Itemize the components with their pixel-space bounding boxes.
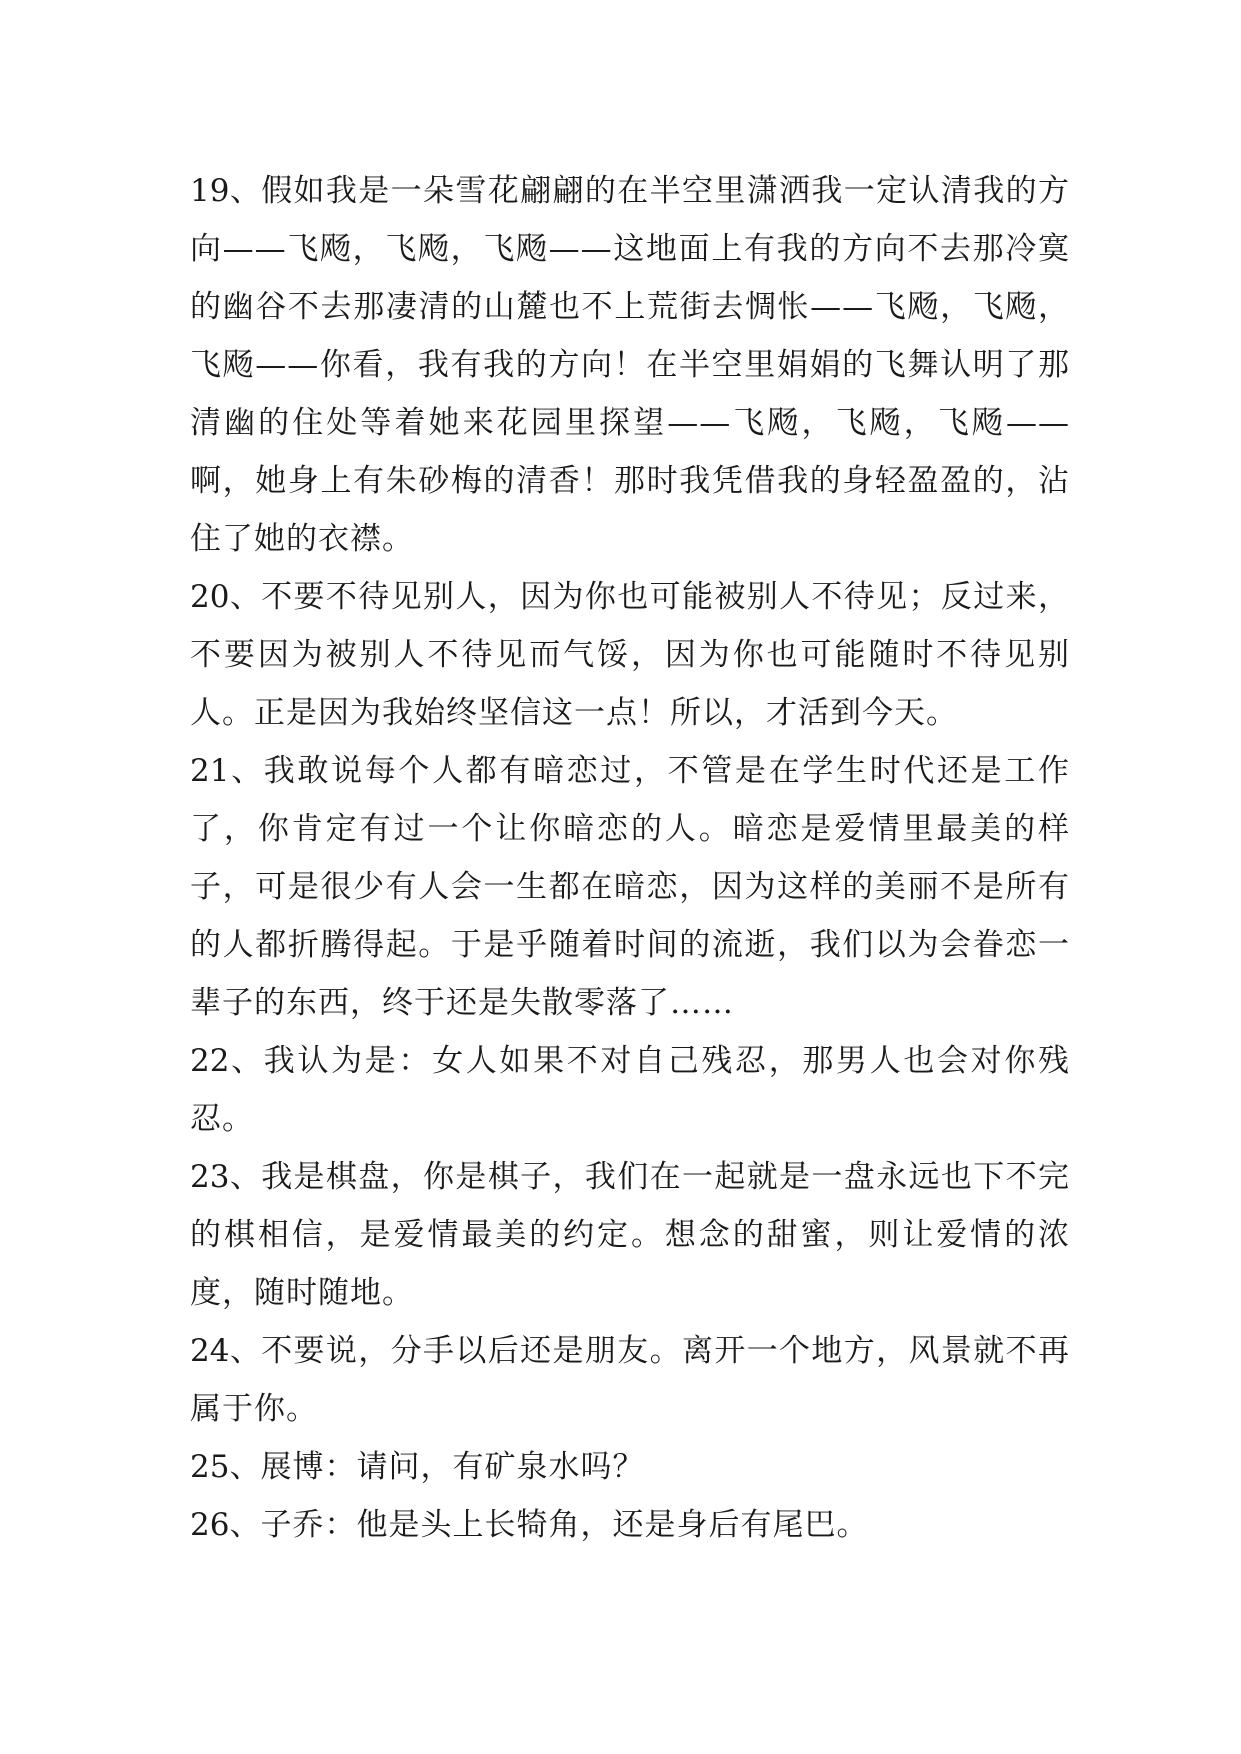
- paragraph-22: [190, 1032, 1070, 1148]
- paragraph-26: [190, 1496, 1070, 1554]
- paragraph-24: [190, 1322, 1070, 1438]
- paragraph-21: [190, 742, 1070, 1032]
- paragraph-text: 我是棋盘，你是棋子，我们在一起就是一盘永远也下不完的棋相信，是爱情最美的约定。想念的甜蜜，则让爱情的浓度，随时随地。: [190, 1159, 1070, 1311]
- paragraph-text: 子乔：他是头上长犄角，还是身后有尾巴。: [260, 1507, 869, 1543]
- paragraph-number: 22、: [190, 1043, 264, 1079]
- paragraph-text: 我认为是：女人如果不对自己残忍，那男人也会对你残忍。: [190, 1043, 1071, 1137]
- paragraph-text: 假如我是一朵雪花翩翩的在半空里潇洒我一定认清我的方向——飞飏，飞飏，飞飏——这地面上有我的方向不去那冷寞的幽谷不去那凄清的山麓也不上荒街去惆怅——飞飏，飞飏，飞飏——你看，我有我的方向！在半空里娟娟的飞舞认明了那清幽的住处等着她来花园里探望——飞飏，飞飏，飞飏——啊，她身上有朱砂梅的清香！那时我凭借我的身轻盈盈的，沾住了她的衣襟。: [190, 173, 1070, 557]
- paragraph-text: 我敢说每个人都有暗恋过，不管是在学生时代还是工作了，你肯定有过一个让你暗恋的人。暗恋是爱情里最美的样子，可是很少有人会一生都在暗恋，因为这样的美丽不是所有的人都折腾得起。于是乎随着时间的流逝，我们以为会眷恋一辈子的东西，终于还是失散零落了……: [190, 753, 1071, 1021]
- paragraph-number: 25、: [190, 1449, 261, 1485]
- paragraph-25: [190, 1438, 1070, 1496]
- paragraph-text: 不要说，分手以后还是朋友。离开一个地方，风景就不再属于你。: [190, 1333, 1070, 1427]
- paragraph-number: 26、: [190, 1507, 261, 1543]
- paragraph-23: [190, 1148, 1070, 1322]
- paragraph-number: 24、: [190, 1333, 262, 1369]
- paragraph-20: [190, 568, 1070, 742]
- paragraph-number: 21、: [190, 753, 264, 789]
- paragraph-19: [190, 162, 1070, 568]
- document-body: [190, 162, 1070, 1554]
- paragraph-text: 不要不待见别人，因为你也可能被别人不待见；反过来，不要因为被别人不待见而气馁，因为你也可能随时不待见别人。正是因为我始终坚信这一点！所以，才活到今天。: [190, 579, 1070, 731]
- paragraph-number: 23、: [190, 1159, 262, 1195]
- paragraph-text: 展博：请问，有矿泉水吗？: [260, 1449, 645, 1485]
- paragraph-number: 20、: [190, 579, 262, 615]
- paragraph-number: 19、: [190, 173, 262, 209]
